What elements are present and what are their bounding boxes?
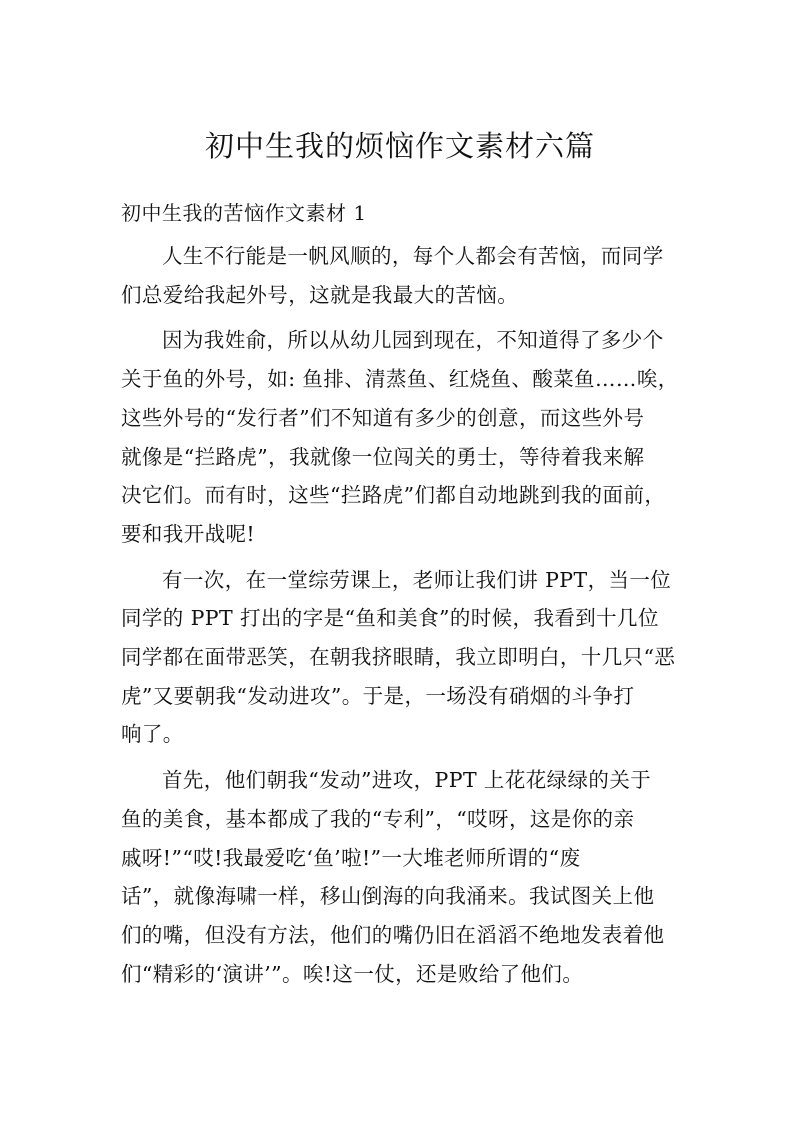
- document-title: 初中生我的烦恼作文素材六篇: [204, 129, 595, 163]
- paragraph-line: 要和我开战呢!: [121, 521, 256, 546]
- paragraph-line: 虎”又要朝我“发动进攻”。于是，一场没有硝烟的斗争打: [121, 683, 635, 708]
- paragraph-line: 首先，他们朝我“发动”进攻，PPT 上花花绿绿的关于: [162, 768, 652, 793]
- paragraph: [121, 237, 683, 314]
- paragraph-line: 同学都在面带恶笑，在朝我挤眼睛，我立即明白，十几只“恶: [121, 645, 676, 670]
- paragraph: [121, 761, 683, 993]
- paragraph-line: 们总爱给我起外号，这就是我最大的苦恼。: [121, 282, 519, 307]
- section-title: 初中生我的苦恼作文素材 1: [121, 201, 367, 225]
- paragraph-line: 戚呀!”“哎!我最爱吃‘鱼’啦!”一大堆老师所谓的“废: [121, 845, 581, 870]
- paragraph-line: 就像是“拦路虎”，我就像一位闯关的勇士，等待着我来解: [121, 444, 645, 469]
- paragraph-line: 话”，就像海啸一样，移山倒海的向我涌来。我试图关上他: [121, 884, 655, 909]
- paragraph: [121, 561, 683, 755]
- paragraph-line: 有一次，在一堂综劳课上，老师让我们讲 PPT，当一位: [162, 567, 672, 592]
- paragraph: [121, 321, 683, 553]
- paragraph-line: 关于鱼的外号，如: 鱼排、清蒸鱼、红烧鱼、酸菜鱼……唉，: [121, 367, 679, 392]
- paragraph-line: 响了。: [121, 722, 184, 747]
- paragraph-line: 们的嘴，但没有方法，他们的嘴仍旧在滔滔不绝地发表着他: [121, 922, 665, 947]
- paragraph-line: 们“精彩的‘演讲’”。唉!这一仗，还是败给了他们。: [121, 961, 584, 986]
- paragraph-line: 人生不行能是一帆风顺的，每个人都会有苦恼，而同学: [162, 244, 664, 268]
- paragraph-line: 鱼的美食，基本都成了我的“专利”，“哎呀，这是你的亲: [121, 806, 635, 831]
- paragraph-line: 这些外号的“发行者”们不知道有多少的创意，而这些外号: [121, 405, 645, 430]
- paragraph-line: 决它们。而有时，这些“拦路虎”们都自动地跳到我的面前，: [121, 483, 666, 508]
- essay-body: [121, 237, 683, 1000]
- paragraph-line: 同学的 PPT 打出的字是“鱼和美食”的时候，我看到十几位: [121, 606, 659, 631]
- paragraph-line: 因为我姓俞，所以从幼儿园到现在，不知道得了多少个: [162, 328, 664, 353]
